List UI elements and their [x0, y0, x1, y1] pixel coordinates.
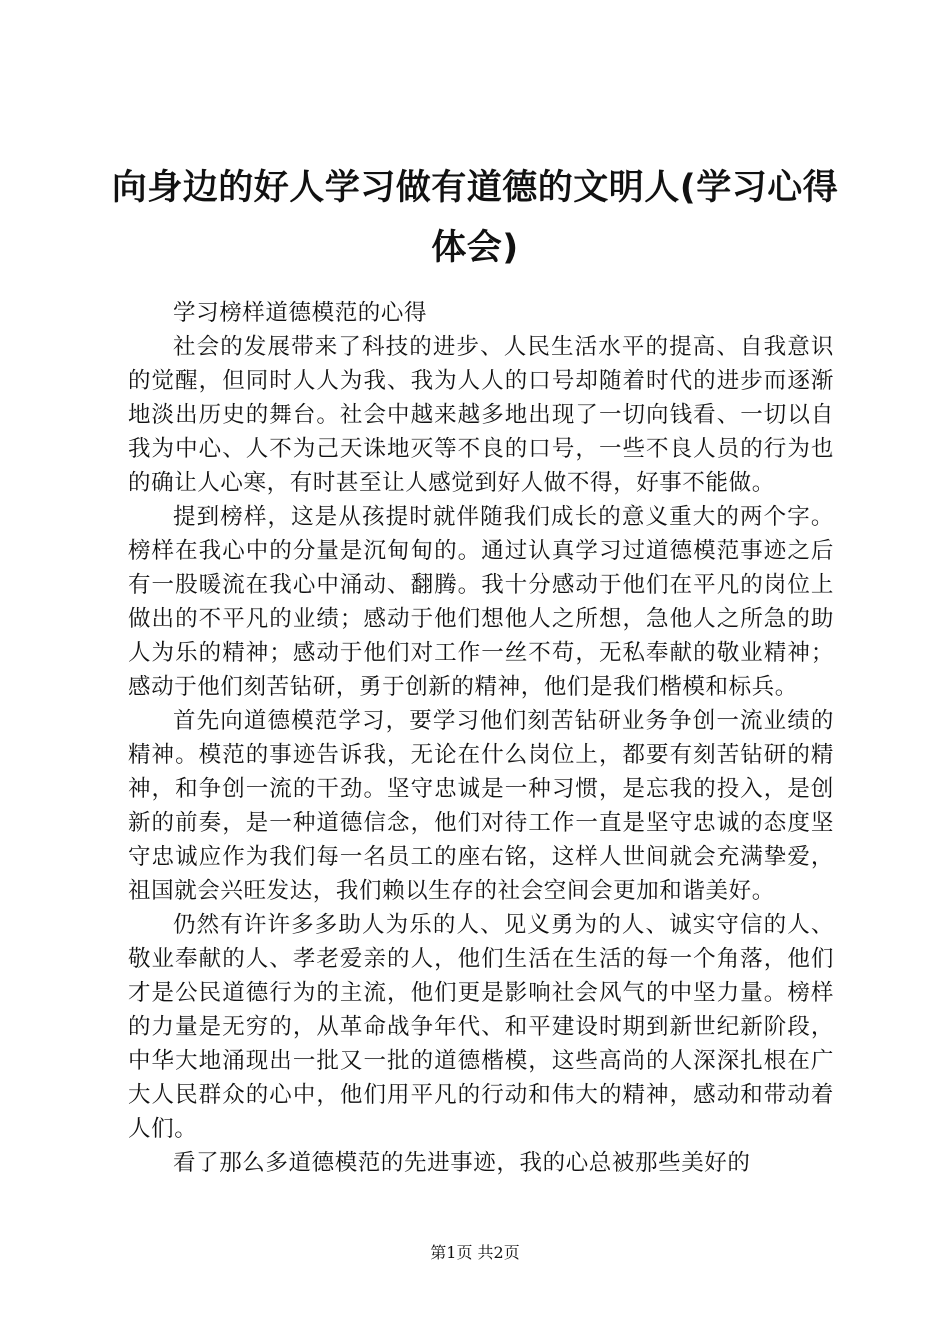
paragraph: 仍然有许许多多助人为乐的人、见义勇为的人、诚实守信的人、敬业奉献的人、孝老爱亲的人，他们生活在生活的每一个角落，他们才是公民道德行为的主流，他们更是影响社会风气的中坚力量。榜样的力量是无穷的，从革命战争年代、和平建设时期到新世纪新阶段，中华大地涌现出一批又一批的道德楷模，这些高尚的人深深扎根在广大人民群众的心中，他们用平凡的行动和伟大的精神，感动和带动着人们。: [128, 912, 834, 1142]
document-title: 向身边的好人学习做有道德的文明人(学习心得体会): [111, 168, 839, 268]
paragraph: 看了那么多道德模范的先进事迹，我的心总被那些美好的: [173, 1150, 751, 1176]
document-body: [128, 296, 834, 1180]
subtitle-line: 学习榜样道德模范的心得: [173, 300, 428, 326]
paragraph: 提到榜样，这是从孩提时就伴随我们成长的意义重大的两个字。榜样在我心中的分量是沉甸甸的。通过认真学习过道德模范事迹之后有一股暖流在我心中涌动、翻腾。我十分感动于他们在平凡的岗位上做出的不平凡的业绩；感动于他们想他人之所想，急他人之所急的助人为乐的精神；感动于他们对工作一丝不苟，无私奉献的敬业精神；感动于他们刻苦钻研，勇于创新的精神，他们是我们楷模和标兵。: [128, 504, 834, 700]
page-footer: 第1页 共2页: [430, 1243, 520, 1262]
paragraph: 社会的发展带来了科技的进步、人民生活水平的提高、自我意识的觉醒，但同时人人为我、我为人人的口号却随着时代的进步而逐渐地淡出历史的舞台。社会中越来越多地出现了一切向钱看、一切以自我为中心、人不为己天诛地灭等不良的口号，一些不良人员的行为也的确让人心寒，有时甚至让人感觉到好人做不得，好事不能做。: [128, 334, 834, 496]
paragraph: 首先向道德模范学习，要学习他们刻苦钻研业务争创一流业绩的精神。模范的事迹告诉我，无论在什么岗位上，都要有刻苦钻研的精神，和争创一流的干劲。坚守忠诚是一种习惯，是忘我的投入，是创新的前奏，是一种道德信念，他们对待工作一直是坚守忠诚的态度坚守忠诚应作为我们每一名员工的座右铭，这样人世间就会充满挚爱，祖国就会兴旺发达，我们赖以生存的社会空间会更加和谐美好。: [128, 708, 834, 904]
